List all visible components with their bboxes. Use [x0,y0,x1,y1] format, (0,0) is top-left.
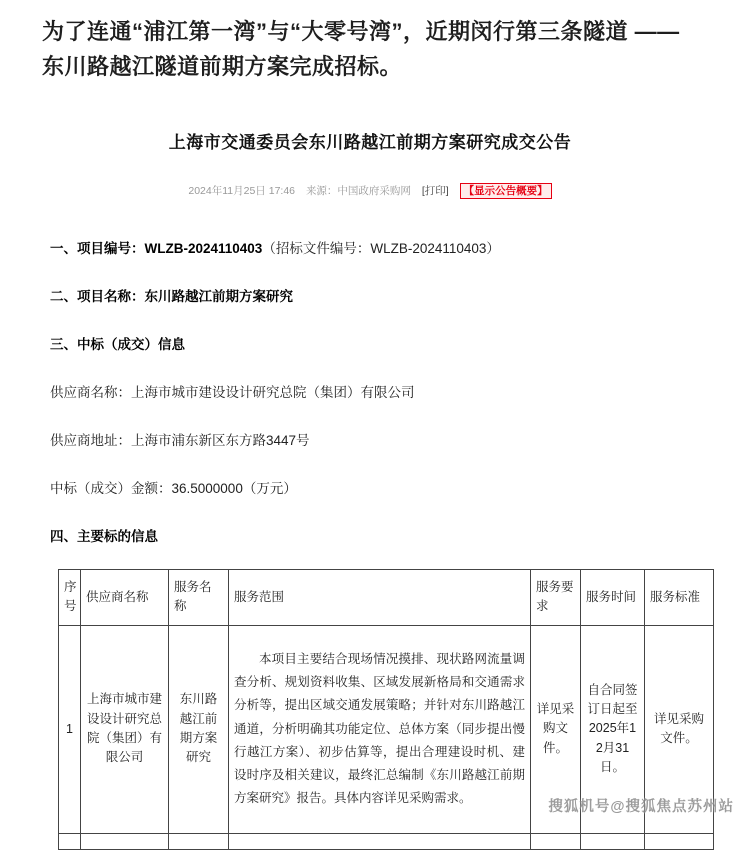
header-service-requirement: 服务要求 [531,569,581,625]
show-summary-button[interactable]: 【显示公告概要】 [460,183,552,199]
watermark-text: 搜狐机号@搜狐焦点苏州站 [548,799,734,815]
empty-cell [229,833,531,849]
article-intro: 为了连通“浦江第一湾”与“大零号湾”，近期闵行第三条隧道 —— 东川路越江隧道前期方案完成招标。 [42,19,680,80]
empty-cell [645,833,714,849]
announcement-title: 上海市交通委员会东川路越江前期方案研究成交公告 [168,133,572,153]
meta-datetime: 2024年11月25日 17:46 [188,185,296,198]
cell-service-requirement: 详见采购文件。 [531,625,581,833]
announcement-meta [0,183,740,198]
table-header-row [59,569,714,625]
supplier-address-line: 供应商地址：上海市浦东新区东方路3447号 [50,432,310,448]
empty-cell [81,833,169,849]
empty-cell [169,833,229,849]
header-index: 序号 [59,569,81,625]
supplier-name-line: 供应商名称：上海市城市建设设计研究总院（集团）有限公司 [50,385,415,401]
cell-service-standard: 详见采购文件。 [645,625,714,833]
header-service-name: 服务名称 [169,569,229,625]
section-project-no [50,240,712,259]
print-button[interactable]: [打印] [421,185,449,198]
project-no-text: 一、项目编号：WLZB-2024110403 [50,241,263,257]
empty-cell [581,833,645,849]
project-no-extra: （招标文件编号：WLZB-2024110403） [262,241,500,257]
empty-cell [531,833,581,849]
meta-source: 来源：中国政府采购网 [305,185,411,198]
table-empty-row [59,833,714,849]
section-main-subject: 四、主要标的信息 [50,528,158,544]
empty-cell [59,833,81,849]
cell-service-scope [229,625,531,833]
cell-service-time: 自合同签订日起至2025年12月31日。 [581,625,645,833]
section-project-name: 二、项目名称：东川路越江前期方案研究 [50,289,293,305]
section-award-info: 三、中标（成交）信息 [50,337,185,353]
header-service-standard: 服务标准 [645,569,714,625]
header-service-time: 服务时间 [581,569,645,625]
cell-supplier: 上海市城市建设设计研究总院（集团）有限公司 [81,625,169,833]
announcement-body [0,240,740,849]
header-service-scope: 服务范围 [229,569,531,625]
cell-service-name: 东川路越江前期方案研究 [169,625,229,833]
award-amount-line: 中标（成交）金额：36.5000000（万元） [50,480,297,496]
cell-index: 1 [59,625,81,833]
header-supplier: 供应商名称 [81,569,169,625]
service-scope-text: 本项目主要结合现场情况摸排、现状路网流量调查分析、规划资料收集、区域发展新格局和交通需求分析等，提出区域交通发展策略；并针对东川路越江通道，分析明确其功能定位、总体方案（同步提出慢行越江方案）、初步估算等，提出合理建设时机、建设时序及相关建议，最终汇总编制《东川路越江前期方案研究》报告。具体内容详见采购需求。 [234,652,525,805]
